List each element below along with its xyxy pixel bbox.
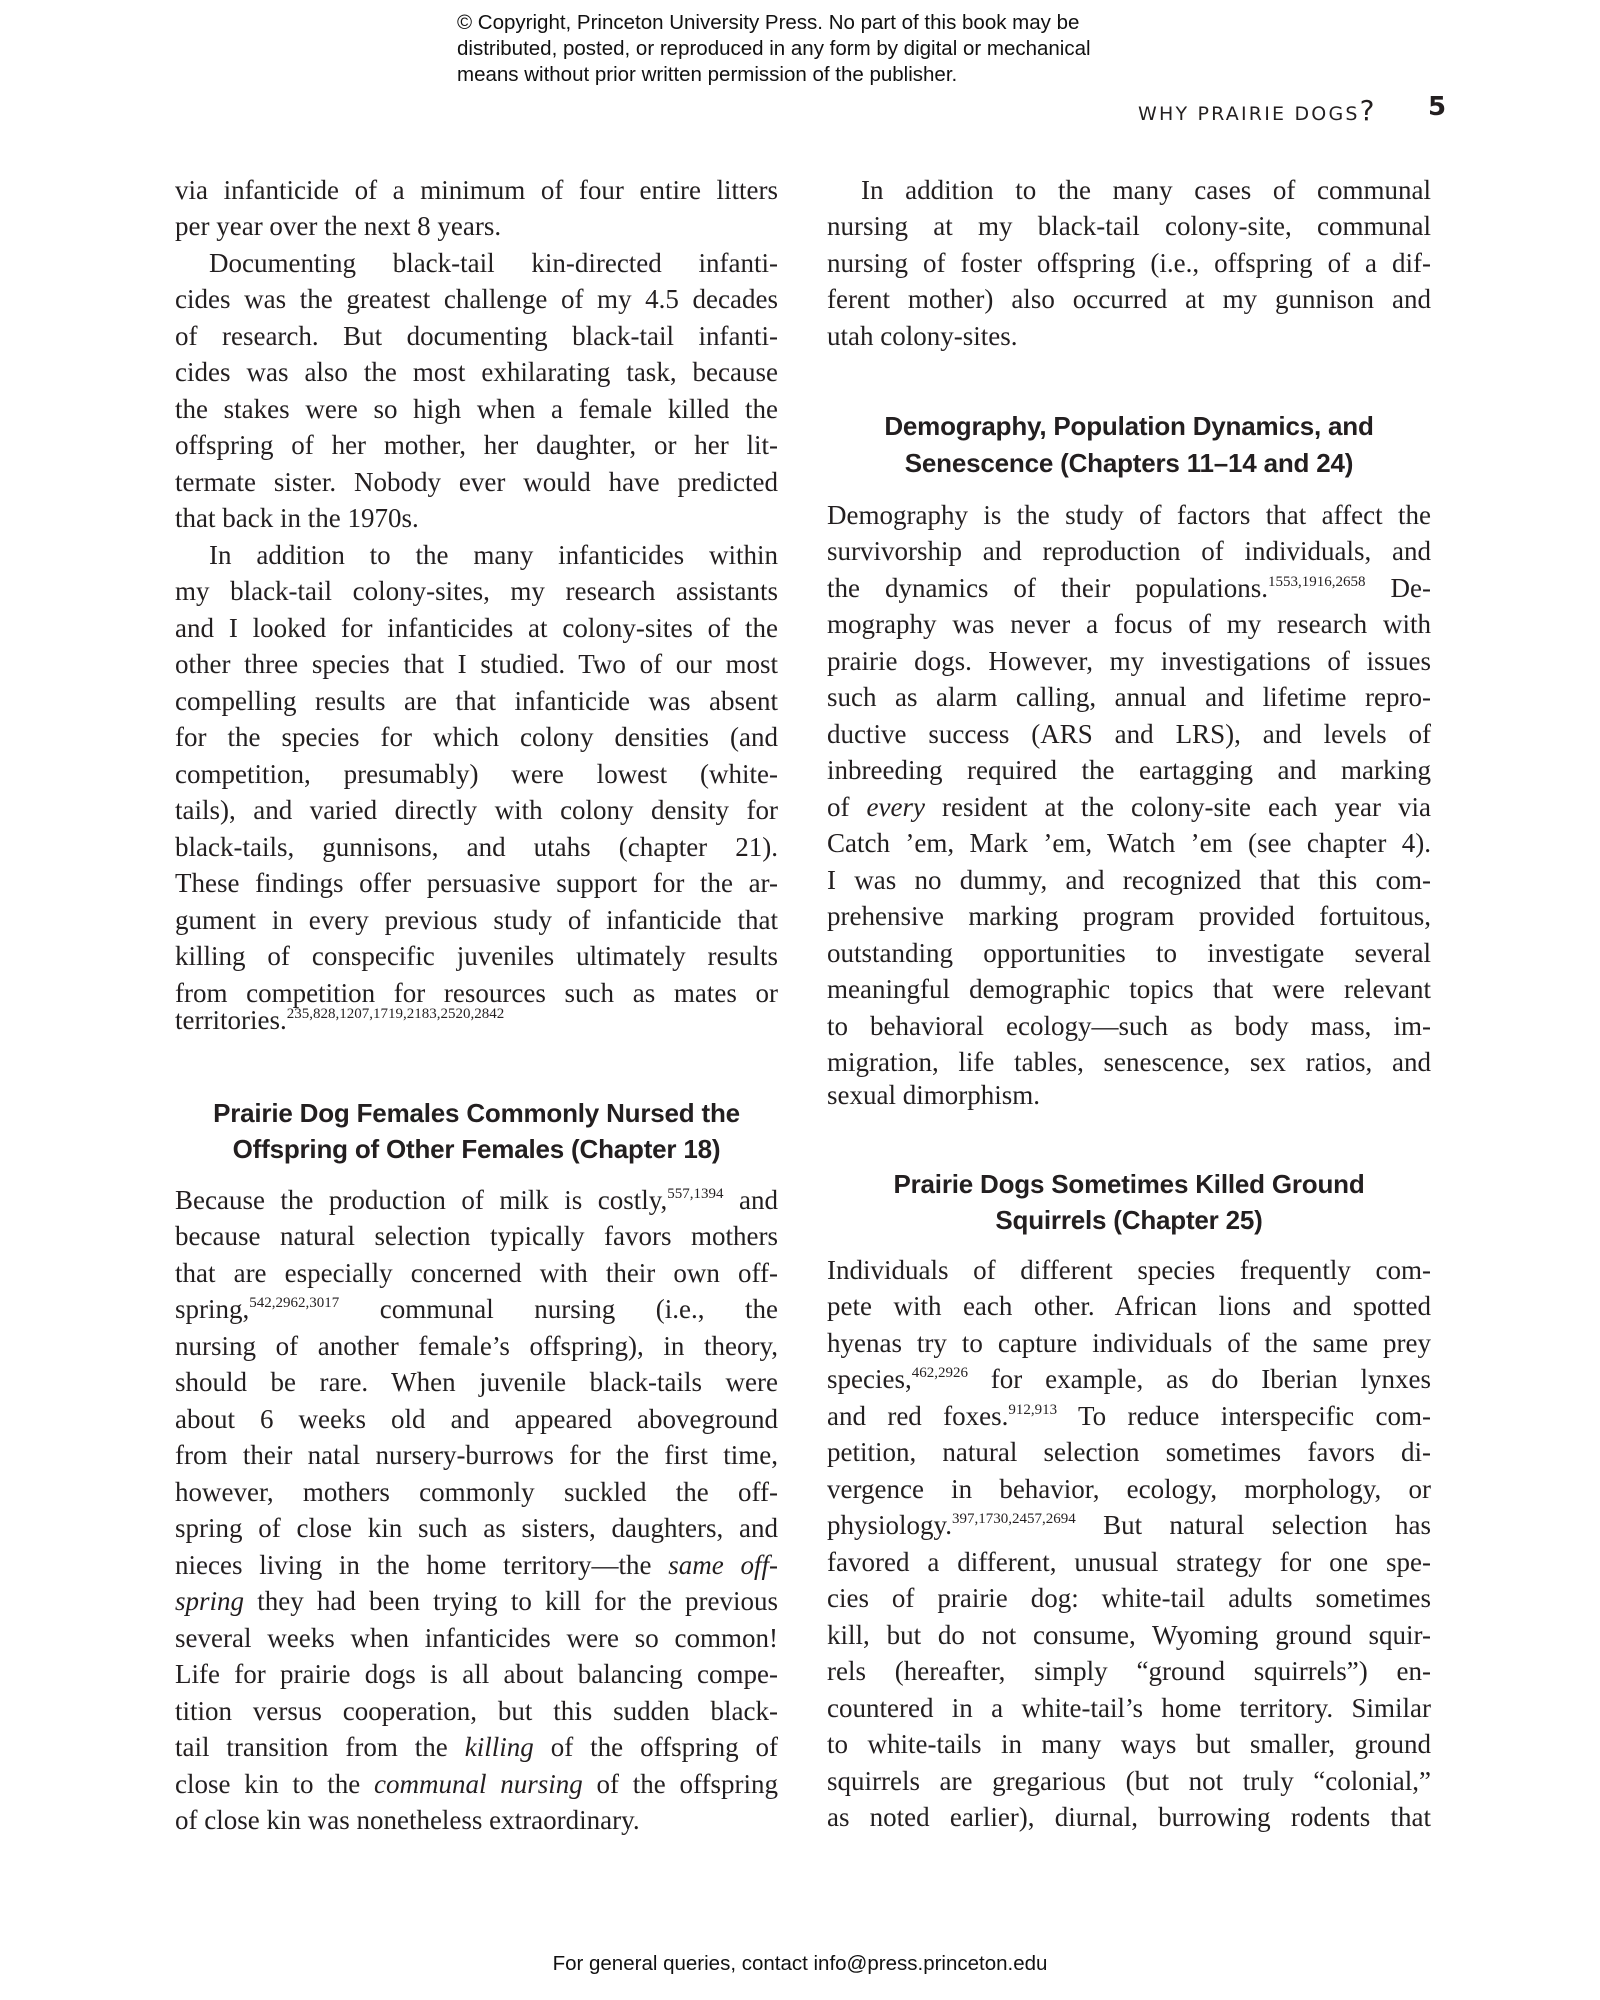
text-line: vergence in behavior, ecology, morphology, or [827,1474,1431,1504]
text-line: and I looked for infanticides at colony-sites of the [175,613,778,643]
footer-contact: For general queries, contact info@press.princeton.edu [552,1952,1048,1975]
text-line: prairie dogs. However, my investigations of issues [827,646,1431,676]
text-line: utah colony-sites. [827,321,1018,351]
text-line: Life for prairie dogs is all about balancing compe- [175,1659,778,1689]
section-heading: Demography, Population Dynamics, and [884,411,1374,441]
text-line: however, mothers commonly suckled the off- [175,1477,778,1507]
text-line: pete with each other. African lions and spotted [827,1291,1431,1321]
text-line: cides was the greatest challenge of my 4.5 decades [175,284,778,314]
text-line: compelling results are that infanticide was absent [175,686,778,716]
text-line: rels (hereafter, simply “ground squirrels”) en- [827,1656,1431,1686]
italic-text: spring [175,1586,245,1616]
text-line: Individuals of different species frequently com- [827,1255,1431,1285]
text-line: ductive success (ARS and LRS), and levels of [827,719,1431,749]
text-line: spring they had been trying to kill for the previous [175,1586,778,1616]
text-line: because natural selection typically favors mothers [175,1221,778,1251]
text-line: tails), and varied directly with colony density for [175,795,778,825]
text-line: survivorship and reproduction of individuals, and [827,536,1431,566]
text-line: and red foxes.$^{912,913}$ To reduce interspecific com- [827,1401,1431,1431]
text-line: about 6 weeks old and appeared aboveground [175,1404,778,1434]
text-line: of close kin was nonetheless extraordinary. [175,1805,640,1835]
text-line: tail transition from the killing of the offspring of [175,1732,779,1762]
text-line: termate sister. Nobody ever would have predicted [175,467,778,497]
text-span: territories. [175,1005,287,1035]
text-line: kill, but do not consume, Wyoming ground squir- [827,1620,1431,1650]
text-line: nursing at my black-tail colony-site, communal [827,211,1431,241]
text-line: petition, natural selection sometimes favors di- [827,1437,1431,1467]
running-header-question-mark: ? [1359,94,1375,127]
section-heading: Squirrels (Chapter 25) [995,1205,1263,1235]
text-line [175,1002,778,1038]
text-line: to white-tails in many ways but smaller, ground [827,1729,1431,1759]
text-line: cies of prairie dog: white-tail adults sometimes [827,1583,1431,1613]
text-line: for the species for which colony densities (and [175,722,778,752]
text-line: Documenting black-tail kin-directed infanti- [209,248,778,278]
text-line: other three species that I studied. Two of our most [175,649,778,679]
text-line: migration, life tables, senescence, sex ratios, and [827,1047,1431,1077]
text-line: such as alarm calling, annual and lifetime repro- [827,682,1431,712]
text-line: hyenas try to capture individuals of the same prey [827,1328,1431,1358]
text-line: tition versus cooperation, but this sudden black- [175,1696,778,1726]
text-line: offspring of her mother, her daughter, or her lit- [175,430,778,460]
text-line: Demography is the study of factors that affect the [827,500,1431,530]
text-line: nursing of foster offspring (i.e., offspring of a dif- [827,248,1431,278]
text-line: countered in a white-tail’s home territory. Similar [827,1693,1431,1723]
copyright-notice [457,10,1177,88]
text-line: competition, presumably) were lowest (white- [175,759,778,789]
text-line: killing of conspecific juveniles ultimately results [175,941,778,971]
text-line: In addition to the many infanticides within [209,540,778,570]
text-line: nursing of another female’s offspring), in theory, [175,1331,778,1361]
text-line: from their natal nursery-burrows for the first time, [175,1440,778,1470]
text-line: several weeks when infanticides were so common! [175,1623,778,1653]
text-line: mography was never a focus of my research with [827,609,1431,639]
citation-superscript: 557,1394 [667,1186,724,1202]
text-line: should be rare. When juvenile black-tails were [175,1367,778,1397]
text-line: nieces living in the home territory—the same off- [175,1550,778,1580]
text-line: In addition to the many cases of communal [861,175,1431,205]
text-line: via infanticide of a minimum of four entire litters [175,175,778,205]
citation-superscript: 397,1730,2457,2694 [952,1511,1076,1527]
citation-superscript: 912,913 [1008,1402,1058,1418]
text-line: that are especially concerned with their own off- [175,1258,778,1288]
text-line: my black-tail colony-sites, my research assistants [175,576,778,606]
text-line: per year over the next 8 years. [175,211,502,241]
text-line: ferent mother) also occurred at my gunnison and [827,284,1431,314]
section-heading: Prairie Dogs Sometimes Killed Ground [893,1169,1365,1199]
section-heading: Prairie Dog Females Commonly Nursed the [213,1098,740,1128]
text-line: inbreeding required the eartagging and marking [827,755,1431,785]
text-line: from competition for resources such as mates or [175,978,778,1008]
text-line: spring,$^{542,2962,3017}$ communal nursing (i.e., the [175,1294,778,1324]
italic-text: killing [464,1732,534,1762]
running-header [1138,94,1375,127]
text-line: physiology.$^{397,1730,2457,2694}$ But natural selection has [827,1510,1431,1540]
citation-superscript: 235,828,1207,1719,2183,2520,2842 [286,1006,505,1022]
text-line: favored a different, unusual strategy for one spe- [827,1547,1431,1577]
text-line: as noted earlier), diurnal, burrowing rodents that [827,1802,1431,1832]
section-heading: Senescence (Chapters 11–14 and 24) [904,448,1354,478]
text-line: spring of close kin such as sisters, daughters, and [175,1513,778,1543]
text-line: the dynamics of their populations.$^{1553,1916,2658}$ De- [827,573,1431,603]
text-line: Because the production of milk is costly,$^{557,1394}$ and [175,1185,778,1215]
copyright-line: distributed, posted, or reproduced in any form by digital or mechanical [457,37,1091,60]
text-line: black-tails, gunnisons, and utahs (chapter 21). [175,832,778,862]
citation-superscript: 542,2962,3017 [249,1295,340,1311]
text-line: the stakes were so high when a female killed the [175,394,778,424]
text-line: gument in every previous study of infanticide that [175,905,778,935]
text-line: of research. But documenting black-tail infanti- [175,321,778,351]
text-line: squirrels are gregarious (but not truly “colonial,” [827,1766,1431,1796]
text-line: cides was also the most exhilarating task, because [175,357,778,387]
text-line: close kin to the communal nursing of the offspring [175,1769,779,1799]
text-line: Catch ’em, Mark ’em, Watch ’em (see chapter 4). [827,828,1431,858]
citation-superscript: 462,2926 [911,1365,968,1381]
citation-superscript: 1553,1916,2658 [1268,574,1366,590]
section-heading: Offspring of Other Females (Chapter 18) [232,1134,721,1164]
italic-text: communal nursing [374,1769,583,1799]
text-line: These findings offer persuasive support for the ar- [175,868,778,898]
text-line: of every resident at the colony-site each year via [827,792,1431,822]
copyright-line: © Copyright, Princeton University Press. No part of this book may be [457,11,1080,34]
text-line: meaningful demographic topics that were relevant [827,974,1431,1004]
text-line: that back in the 1970s. [175,503,419,533]
text-line: species,$^{462,2926}$ for example, as do Iberian lynxes [827,1364,1431,1394]
italic-text: every [866,792,925,822]
text-line: I was no dummy, and recognized that this com- [827,865,1431,895]
running-header-title: WHY PRAIRIE DOGS [1138,103,1360,125]
text-line: outstanding opportunities to investigate several [827,938,1431,968]
text-line: prehensive marking program provided fortuitous, [827,901,1431,931]
text-line: to behavioral ecology—such as body mass, im- [827,1011,1431,1041]
italic-text: same off- [668,1550,778,1580]
text-line: sexual dimorphism. [827,1080,1040,1110]
copyright-line: means without prior written permission of the publisher. [457,63,958,86]
page-number: 5 [1428,92,1447,122]
